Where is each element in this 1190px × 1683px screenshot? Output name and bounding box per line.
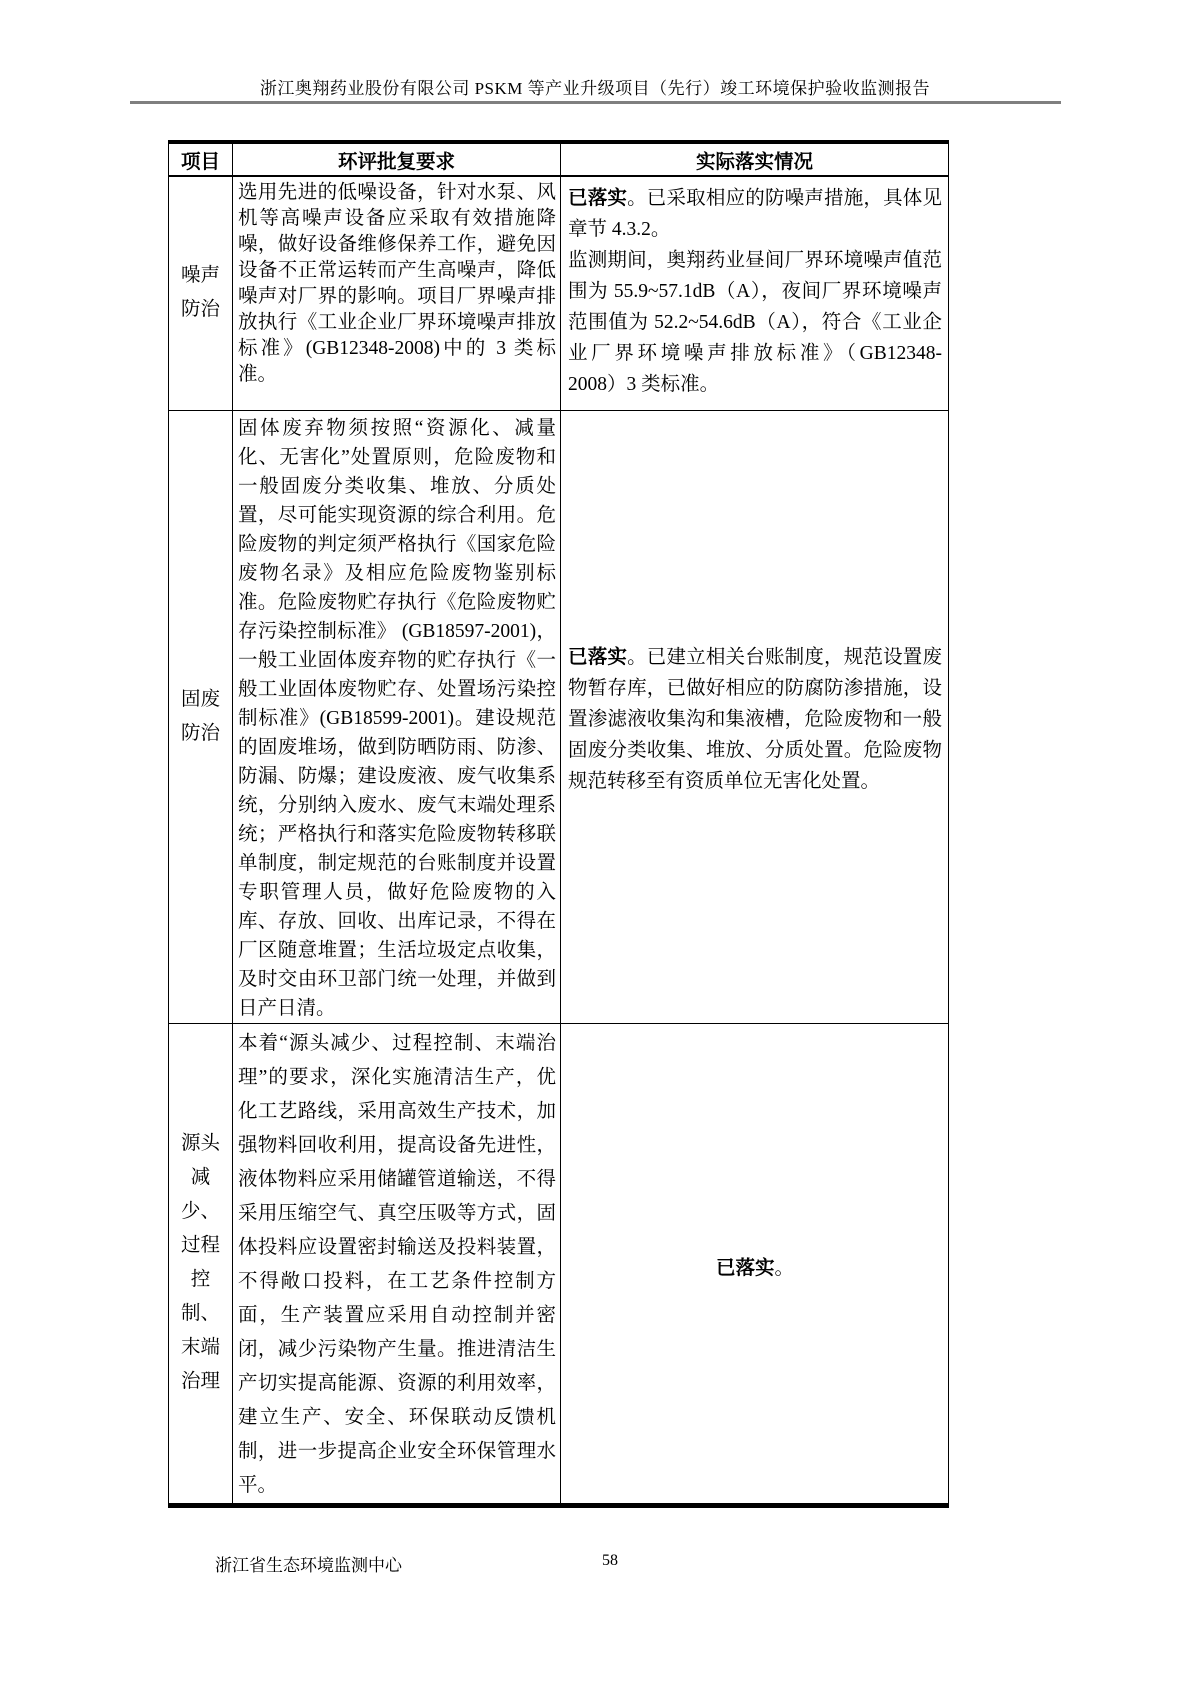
table-header-row xyxy=(169,142,949,176)
status-cell-noise xyxy=(561,176,949,410)
item-cell-noise: 噪声防治 xyxy=(169,176,233,410)
status-lead: 已落实 xyxy=(568,188,628,209)
status-paragraph: 监测期间，奥翔药业昼间厂界环境噪声值范围为 55.9~57.1dB（A），夜间厂界环境噪声范围值为 52.2~54.6dB（A），符合《工业企业厂界环境噪声排放标准》（GB12348-2008）3 类标准。 xyxy=(568,250,942,395)
col-header-item: 项目 xyxy=(169,142,233,176)
requirement-cell-solid-waste: 固体废弃物须按照“资源化、减量化、无害化”处置原则，危险废物和一般固废分类收集、堆放、分质处置，尽可能实现资源的综合利用。危险废物的判定须严格执行《国家危险废物名录》及相应危险废物鉴别标准。危险废物贮存执行《危险废物贮存污染控制标准》 (GB18597-2001)，一般工业固体废弃物的贮存执行《一般工业固体废物贮存、处置场污染控制标准》(GB18599-2001)。建设规范的固废堆场，做到防晒防雨、防渗、防漏、防爆；建设废液、废气收集系统，分别纳入废水、废气末端处理系统；严格执行和落实危险废物转移联单制度，制定规范的台账制度并设置专职管理人员，做好危险废物的入库、存放、回收、出库记录，不得在厂区随意堆置；生活垃圾定点收集，及时交由环卫部门统一处理，并做到日产日清。 xyxy=(233,410,561,1023)
item-cell-solid-waste: 固废防治 xyxy=(169,410,233,1023)
table-row-solid-waste xyxy=(169,410,949,1023)
status-text: 。已建立相关台账制度，规范设置废物暂存库，已做好相应的防腐防渗措施，设置渗滤液收集沟和集液槽，危险废物和一般固废分类收集、堆放、分质处置。危险废物规范转移至有资质单位无害化处置。 xyxy=(568,647,942,792)
status-paragraph xyxy=(568,642,942,797)
requirement-cell-noise: 选用先进的低噪设备，针对水泵、风机等高噪声设备应采取有效措施降噪，做好设备维修保养工作，避免因设备不正常运转而产生高噪声，降低噪声对厂界的影响。项目厂界噪声排放执行《工业企业厂界环境噪声排放标准》(GB12348-2008)中的 3 类标准。 xyxy=(233,176,561,410)
page-header-title: 浙江奥翔药业股份有限公司 PSKM 等产业升级项目（先行）竣工环境保护验收监测报告 xyxy=(259,79,931,98)
review-table xyxy=(168,140,949,1508)
item-cell-clean-production: 源头减少、过程控制、末端治理 xyxy=(169,1023,233,1505)
table-row-clean-production xyxy=(169,1023,949,1505)
status-paragraph xyxy=(568,1252,942,1280)
status-text: 。已采取相应的防噪声措施，具体见章节 4.3.2。 xyxy=(568,188,942,240)
status-cell-solid-waste xyxy=(561,410,949,1023)
status-paragraph xyxy=(568,183,942,245)
requirement-cell-clean-production: 本着“源头减少、过程控制、末端治理”的要求，深化实施清洁生产，优化工艺路线，采用高效生产技术，加强物料回收利用，提高设备先进性，液体物料应采用储罐管道输送，不得采用压缩空气、真空压吸等方式，固体投料应设置密封输送及投料装置，不得敞口投料，在工艺条件控制方面，生产装置应采用自动控制并密闭，减少污染物产生量。推进清洁生产切实提高能源、资源的利用效率，建立生产、安全、环保联动反馈机制，进一步提高企业安全环保管理水平。 xyxy=(233,1023,561,1505)
status-lead: 已落实 xyxy=(715,1258,775,1279)
footer-page-number: 58 xyxy=(602,1552,618,1569)
footer-organization: 浙江省生态环境监测中心 xyxy=(215,1556,402,1575)
status-text: 。 xyxy=(774,1258,795,1279)
col-header-status: 实际落实情况 xyxy=(561,142,949,176)
status-cell-clean-production xyxy=(561,1023,949,1505)
header-rule xyxy=(130,101,1061,104)
table-row-noise xyxy=(169,176,949,410)
col-header-requirement: 环评批复要求 xyxy=(233,142,561,176)
status-lead: 已落实 xyxy=(568,647,628,668)
